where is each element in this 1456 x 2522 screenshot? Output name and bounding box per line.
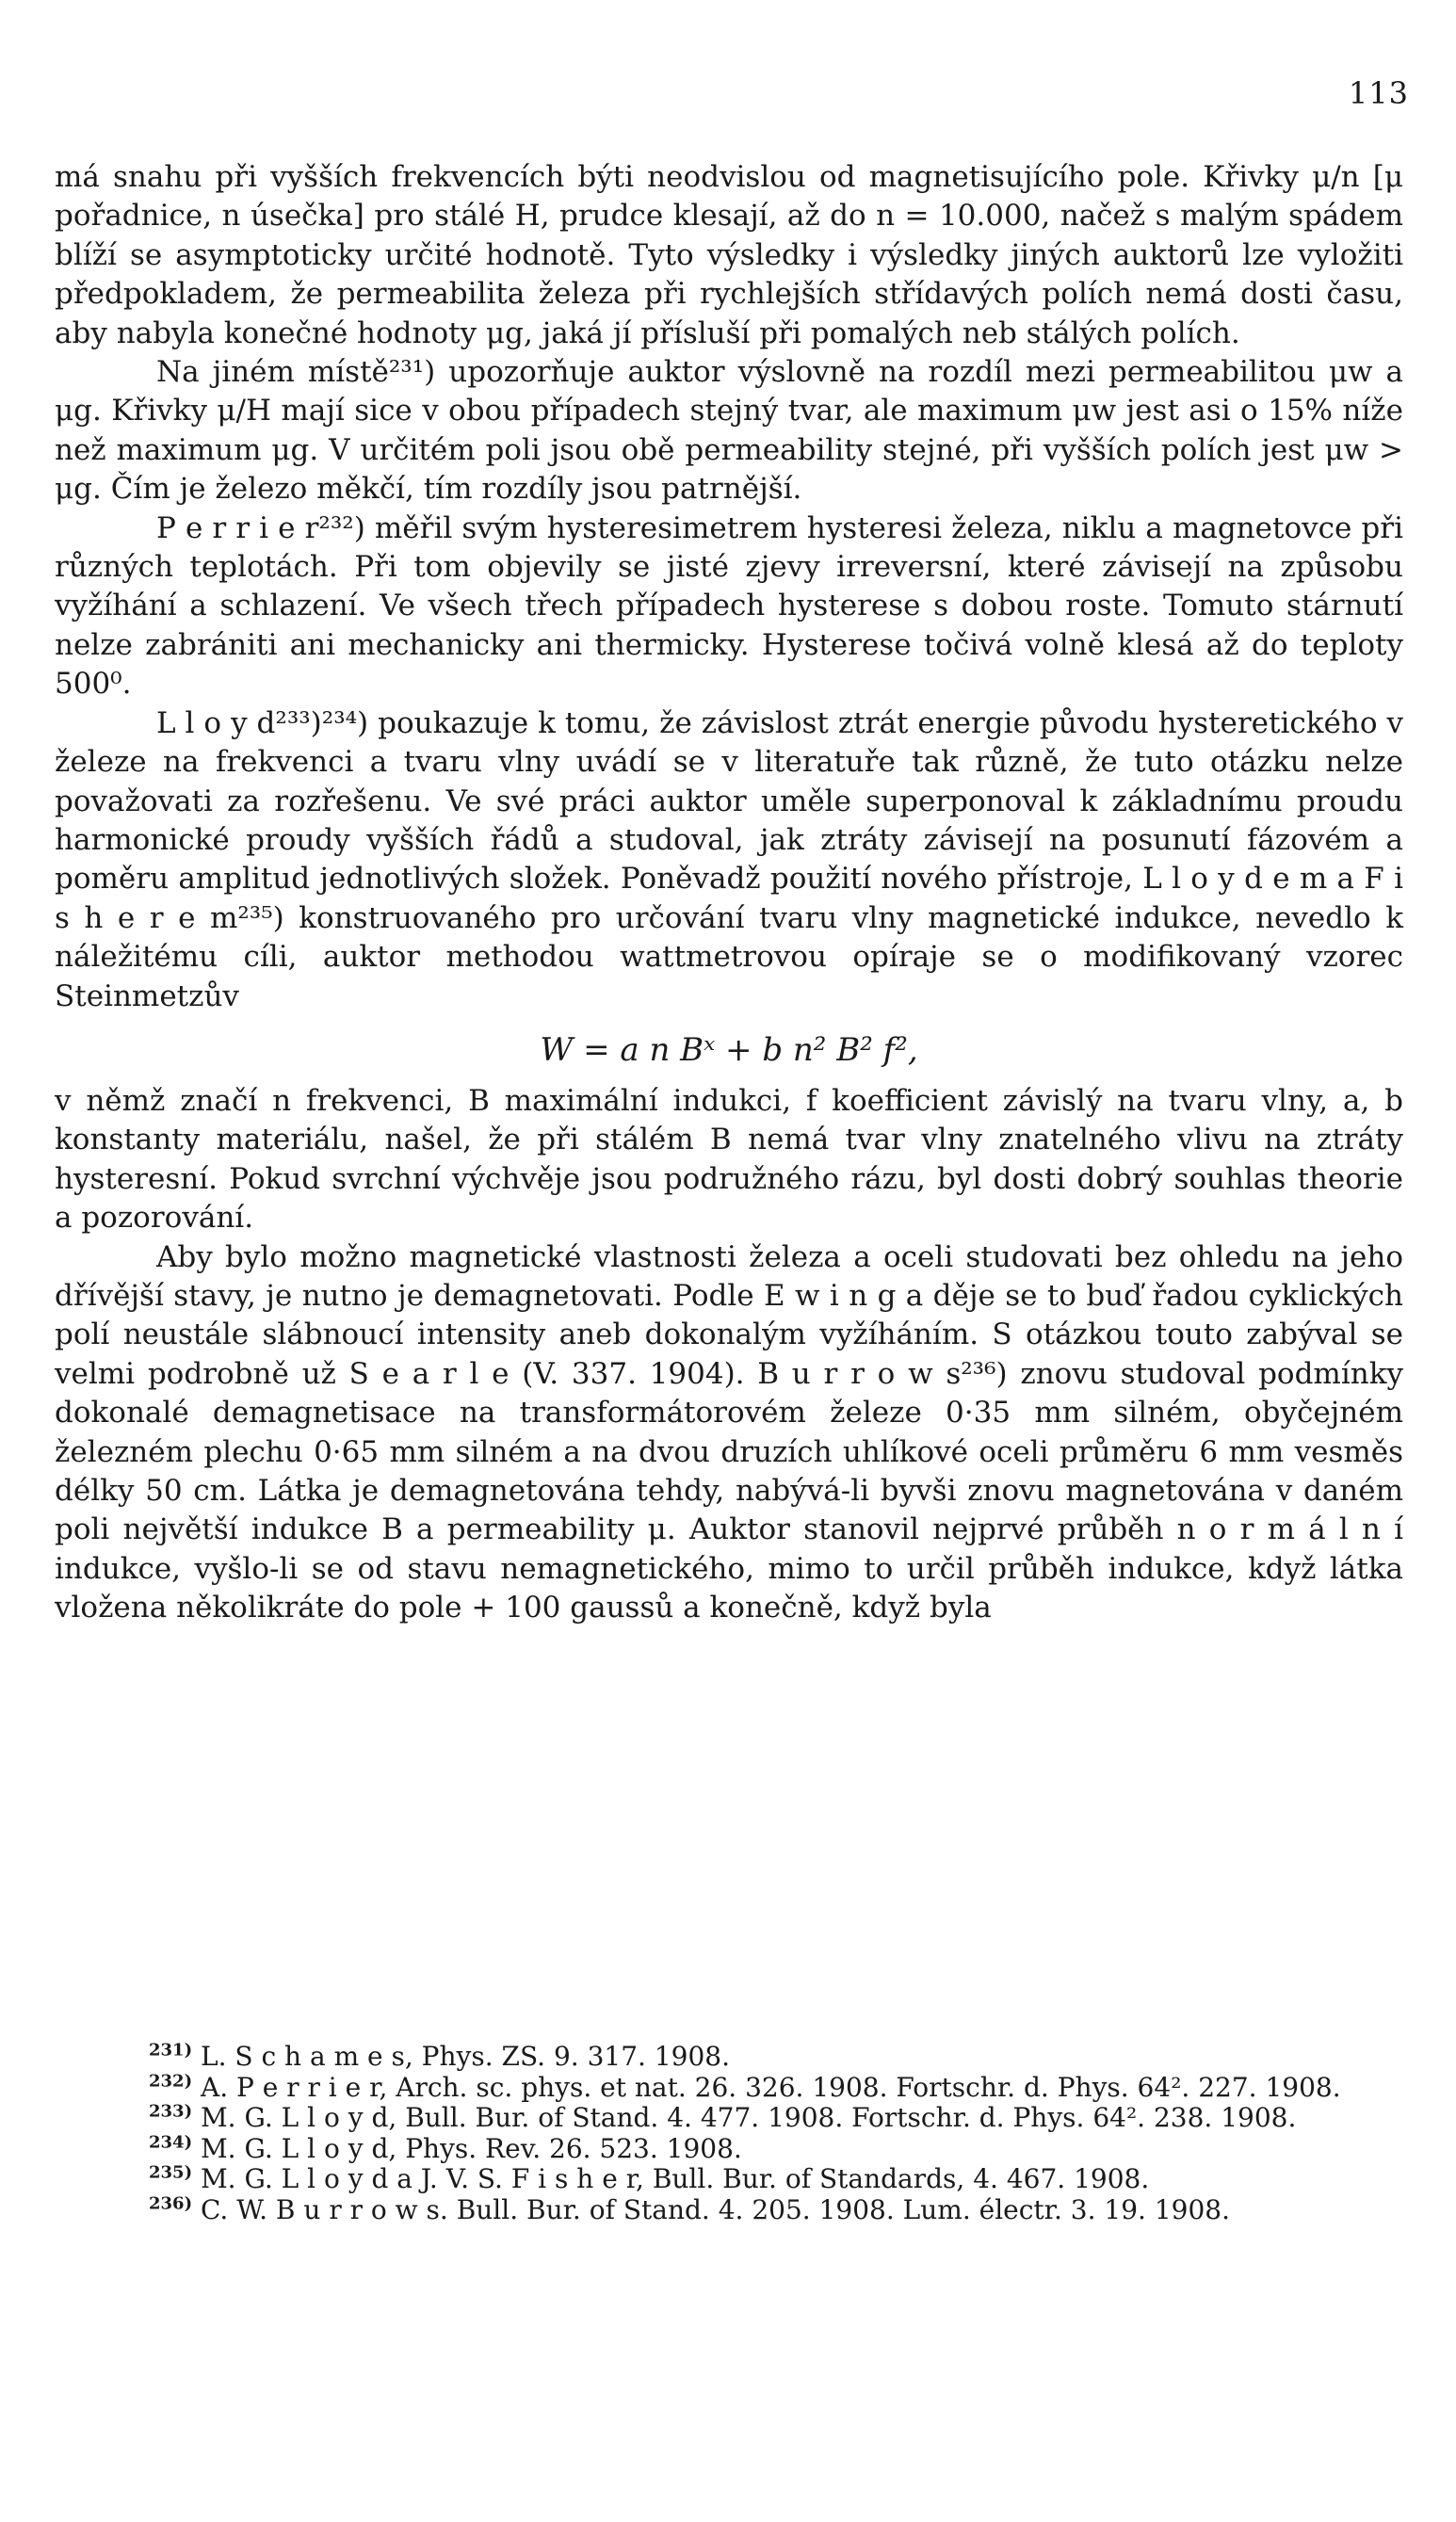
paragraph-1: má snahu při vyšších frekvencích býti neodvislou od magnetisujícího pole. Křivky μ/n [μ pořadnice, n úsečka] pro stálé H, prudce klesají, až do n = 10.000, načež s malým spádem blíží se asymptoticky určité hodnotě. Tyto výsledky i výsledky jiných auktorů lze vyložiti předpokladem, že permeabilita železa při rychlejších střídavých polích nemá dosti času, aby nabyla konečné hodnoty μg, jaká jí přísluší při pomalých neb stálých polích. — [55, 160, 1403, 350]
footnote — [55, 2073, 1403, 2104]
footnote — [55, 2195, 1403, 2226]
footnote-text: L. S c h a m e s, Phys. ZS. 9. 317. 1908. — [201, 2041, 730, 2072]
footnote-number: 231) — [149, 2040, 193, 2061]
paragraph-6: Aby bylo možno magnetické vlastnosti železa a oceli studovati bez ohledu na jeho dřívější stavy, je nutno je demagnetovati. Podle E w i n g a děje se to buď řadou cyklických polí neustále slábnoucí intensity aneb dokonalým vyžíháním. S otázkou touto zabýval se velmi podrobně už S e a r l e (V. 337. 1904). B u r r o w s²³⁶) znovu studoval podmínky dokonalé demagnetisace na transformátorovém železe 0·35 mm silném, obyčejném železném plechu 0·65 mm silném a na dvou druzích uhlíkové oceli průměru 6 mm vesměs délky 50 cm. Látka je demagnetována tehdy, nabývá-li byvši znovu magnetována v daném poli největší indukce B a permeability μ. Auktor stanovil nejprvé průběh n o r m á l n í indukce, vyšlo-li se od stavu nemagnetického, mimo to určil průběh indukce, když látka vložena několikráte do pole + 100 gaussů a konečně, když byla — [55, 1239, 1403, 1625]
steinmetz-formula: W = a n Bˣ + b n² B² f², — [540, 1030, 918, 1069]
paragraph-3: P e r r i e r²³²) měřil svým hysteresimetrem hysteresi železa, niklu a magnetovce při různých teplotách. Při tom objevily se jisté zjevy irreversní, které závisejí na způsobu vyžíhání a schlazení. Ve všech třech případech hysterese s dobou roste. Tomuto stárnutí nelze zabrániti ani mechanicky ani thermicky. Hysterese točivá volně klesá až do teploty 500⁰. — [55, 510, 1403, 702]
footnote-number: 234) — [149, 2132, 193, 2153]
page-number: 113 — [1348, 75, 1409, 111]
footnotes — [55, 2042, 1403, 2225]
paragraph-4: L l o y d²³³)²³⁴) poukazuje k tomu, že závislost ztrát energie původu hysteretického v železe na frekvenci a tvaru vlny uvádí se v literatuře tak různě, že tuto otázku nelze považovati za rozřešenu. Ve své práci auktor uměle superponoval k základnímu proudu harmonické proudy vyšších řádů a studoval, jak ztráty závisejí na posunutí fázovém a poměru amplitud jednotlivých složek. Poněvadž použití nového přístroje, L l o y d e m a F i s h e r e m²³⁵) konstruovaného pro určování tvaru vlny magnetické indukce, nevedlo k náležitému cíli, auktor methodou wattmetrovou opíraje se o modifikovaný vzorec Steinmetzův — [55, 705, 1403, 1013]
paragraph-5: v němž značí n frekvenci, B maximální indukci, f koefficient závislý na tvaru vlny, a, b konstanty materiálu, našel, že při stálém B nemá tvar vlny znatelného vlivu na ztráty hysteresní. Pokud svrchní výchvěje jsou podružného rázu, byl dosti dobrý souhlas theorie a pozorování. — [55, 1083, 1403, 1236]
footnote-text: C. W. B u r r o w s. Bull. Bur. of Stand. 4. 205. 1908. Lum. électr. 3. 19. 1908. — [201, 2193, 1230, 2225]
paragraph-2: Na jiném místě²³¹) upozorňuje auktor výslovně na rozdíl mezi permeabilitou μw a μg. Křivky μ/H mají sice v obou případech stejný tvar, ale maximum μw jest asi o 15% níže než maximum μg. V určitém poli jsou obě permeability stejné, při vyšších polích jest μw > μg. Čím je železo měkčí, tím rozdíly jsou patrnější. — [55, 355, 1403, 507]
footnote-number: 232) — [149, 2071, 193, 2092]
footnote — [55, 2164, 1403, 2195]
footnote-number: 233) — [149, 2101, 193, 2122]
footnote-text: M. G. L l o y d, Phys. Rev. 26. 523. 1908. — [201, 2132, 742, 2164]
body-text — [55, 158, 1403, 1628]
footnote-text: M. G. L l o y d a J. V. S. F i s h e r, Bull. Bur. of Standards, 4. 467. 1908. — [201, 2163, 1150, 2194]
footnote-text: M. G. L l o y d, Bull. Bur. of Stand. 4. 477. 1908. Fortschr. d. Phys. 64². 238. 1908. — [201, 2102, 1297, 2133]
footnote-number: 236) — [149, 2193, 193, 2214]
footnote-number: 235) — [149, 2162, 193, 2183]
footnote — [55, 2103, 1403, 2134]
footnote — [55, 2134, 1403, 2165]
footnote — [55, 2042, 1403, 2073]
footnote-text: A. P e r r i e r, Arch. sc. phys. et nat. 26. 326. 1908. Fortschr. d. Phys. 64². 227. 1908. — [201, 2071, 1341, 2103]
